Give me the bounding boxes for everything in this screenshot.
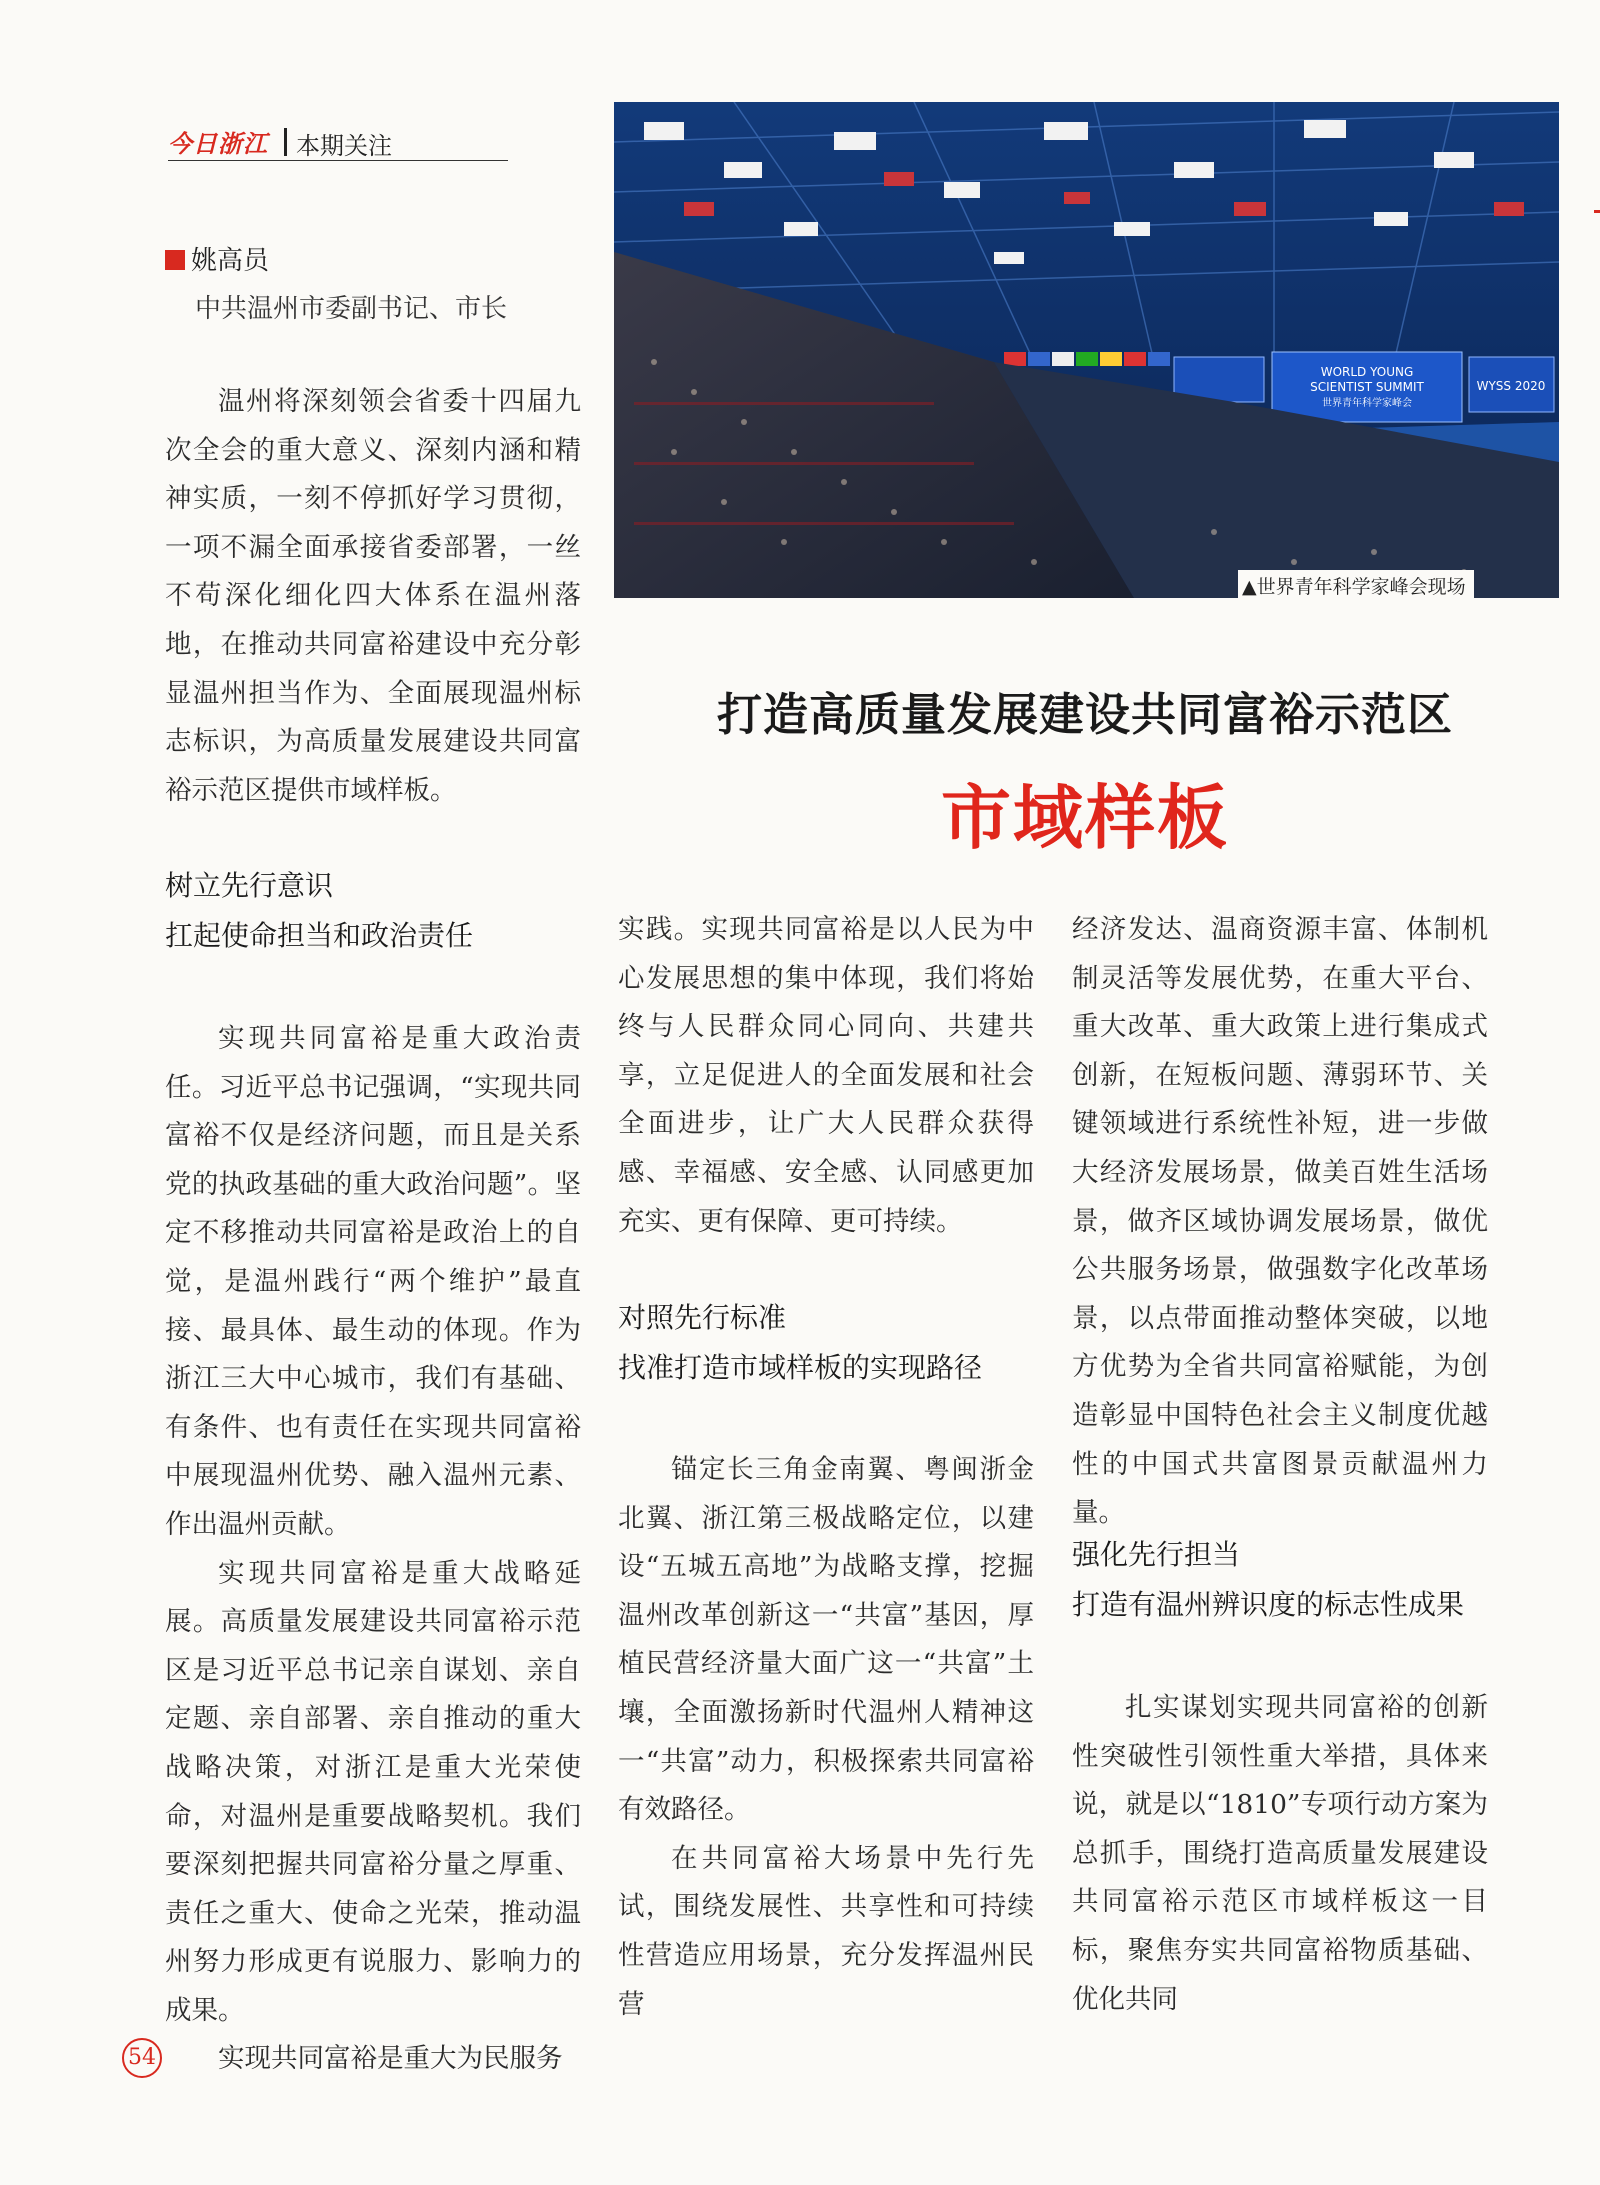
headline-line-2: 市域样板: [941, 777, 1229, 859]
screen-text: WYSS 2020: [1476, 379, 1546, 393]
subheading-2: 对照先行标准 找准打造市域样板的实现路径: [618, 1301, 983, 1384]
paragraph: 锚定长三角金南翼、粤闽浙金北翼、浙江第三极战略定位，以建设“五城五高地”为战略支撑，挖掘温州改革创新这一“共富”基因，厚植民营经济量大面广这一“共富”土壤，全面激扬新时代温州人精神这一“共富”动力，积极探索共同富裕有效路径。: [618, 1454, 1034, 1826]
paragraph: 实现共同富裕是重大政治责任。习近平总书记强调，“实现共同富裕不仅是经济问题，而且是关系党的执政基础的重大政治问题”。坚定不移推动共同富裕是政治上的自觉，是温州践行“两个维护”最直接、最具体、最生动的体现。作为浙江三大中心城市，我们有基础、有条件、也有责任在实现共同富裕中展现温州优势、融入温州元素、作出温州贡献。: [165, 1023, 581, 1540]
author-name: 姚高员: [165, 240, 269, 277]
section-label: 本期关注: [296, 132, 392, 160]
red-square-icon: [165, 250, 185, 270]
magazine-logo: 今日浙江: [168, 130, 268, 158]
headline-line-1: 打造高质量发展建设共同富裕示范区: [716, 688, 1453, 741]
paragraph: 经济发达、温商资源丰富、体制机制灵活等发展优势，在重大平台、重大改革、重大政策上进行集成式创新，在短板问题、薄弱环节、关键领域进行系统性补短，进一步做大经济发展场景，做美百姓生活场景，做齐区域协调发展场景，做优公共服务场景，做强数字化改革场景，以点带面推动整体突破，以地方优势为全省共同富裕赋能，为创造彰显中国特色社会主义制度优越性的中国式共富图景贡献温州力量。: [1072, 914, 1488, 1529]
intro-paragraph: 温州将深刻领会省委十四届九次全会的重大意义、深刻内涵和精神实质，一刻不停抓好学习贯彻，一项不漏全面承接省委部署，一丝不苟深化细化四大体系在温州落地，在推动共同富裕建设中充分彰显温州担当作为、全面展现温州标志标识，为高质量发展建设共同富裕示范区提供市域样板。: [165, 386, 581, 806]
paragraph: 实现共同富裕是重大战略延展。高质量发展建设共同富裕示范区是习近平总书记亲自谋划、亲自定题、亲自部署、亲自推动的重大战略决策，对浙江是重大光荣使命，对温州是重要战略契机。我们要深刻把握共同富裕分量之厚重、责任之重大、使命之光荣，推动温州努力形成更有说服力、影响力的成果。: [165, 1557, 581, 2026]
screen-text: 世界青年科学家峰会: [1322, 398, 1412, 409]
screen-text: SCIENTIST SUMMIT: [1310, 380, 1424, 394]
column-2-body: [618, 1446, 1034, 2029]
author-title: 中共温州市委副书记、市长: [195, 294, 508, 324]
masthead: [168, 124, 508, 161]
page-number: 54: [122, 2038, 162, 2078]
paragraph: 实现共同富裕是重大为民服务: [218, 2043, 563, 2075]
page-edge-mark: [1594, 210, 1600, 213]
column-1-body: [165, 1015, 581, 2084]
column-3-body: [1072, 1684, 1488, 2024]
summit-photo: [614, 102, 1559, 598]
column-2-body-top: [618, 906, 1034, 1246]
paragraph: 扎实谋划实现共同富裕的创新性突破性引领性重大举措，具体来说，就是以“1810”专项行动方案为总抓手，围绕打造高质量发展建设共同富裕示范区市域样板这一目标，聚焦夯实共同富裕物质基础、优化共同: [1072, 1692, 1488, 2015]
photo-caption: ▲世界青年科学家峰会现场: [1238, 570, 1474, 601]
subheading-3: 强化先行担当 打造有温州辨识度的标志性成果: [1072, 1538, 1465, 1621]
column-3-body-top: [1072, 906, 1488, 1538]
screen-text: WORLD YOUNG: [1320, 365, 1414, 379]
paragraph: 实践。实现共同富裕是以人民为中心发展思想的集中体现，我们将始终与人民群众同心同向、共建共享，立足促进人的全面发展和社会全面进步，让广大人民群众获得感、幸福感、安全感、认同感更加充实、更有保障、更可持续。: [618, 914, 1034, 1237]
subheading-1: 树立先行意识 扛起使命担当和政治责任: [165, 869, 474, 952]
masthead-separator: [284, 128, 287, 156]
paragraph: 在共同富裕大场景中先行先试，围绕发展性、共享性和可持续性营造应用场景，充分发挥温州民营: [618, 1842, 1034, 2020]
